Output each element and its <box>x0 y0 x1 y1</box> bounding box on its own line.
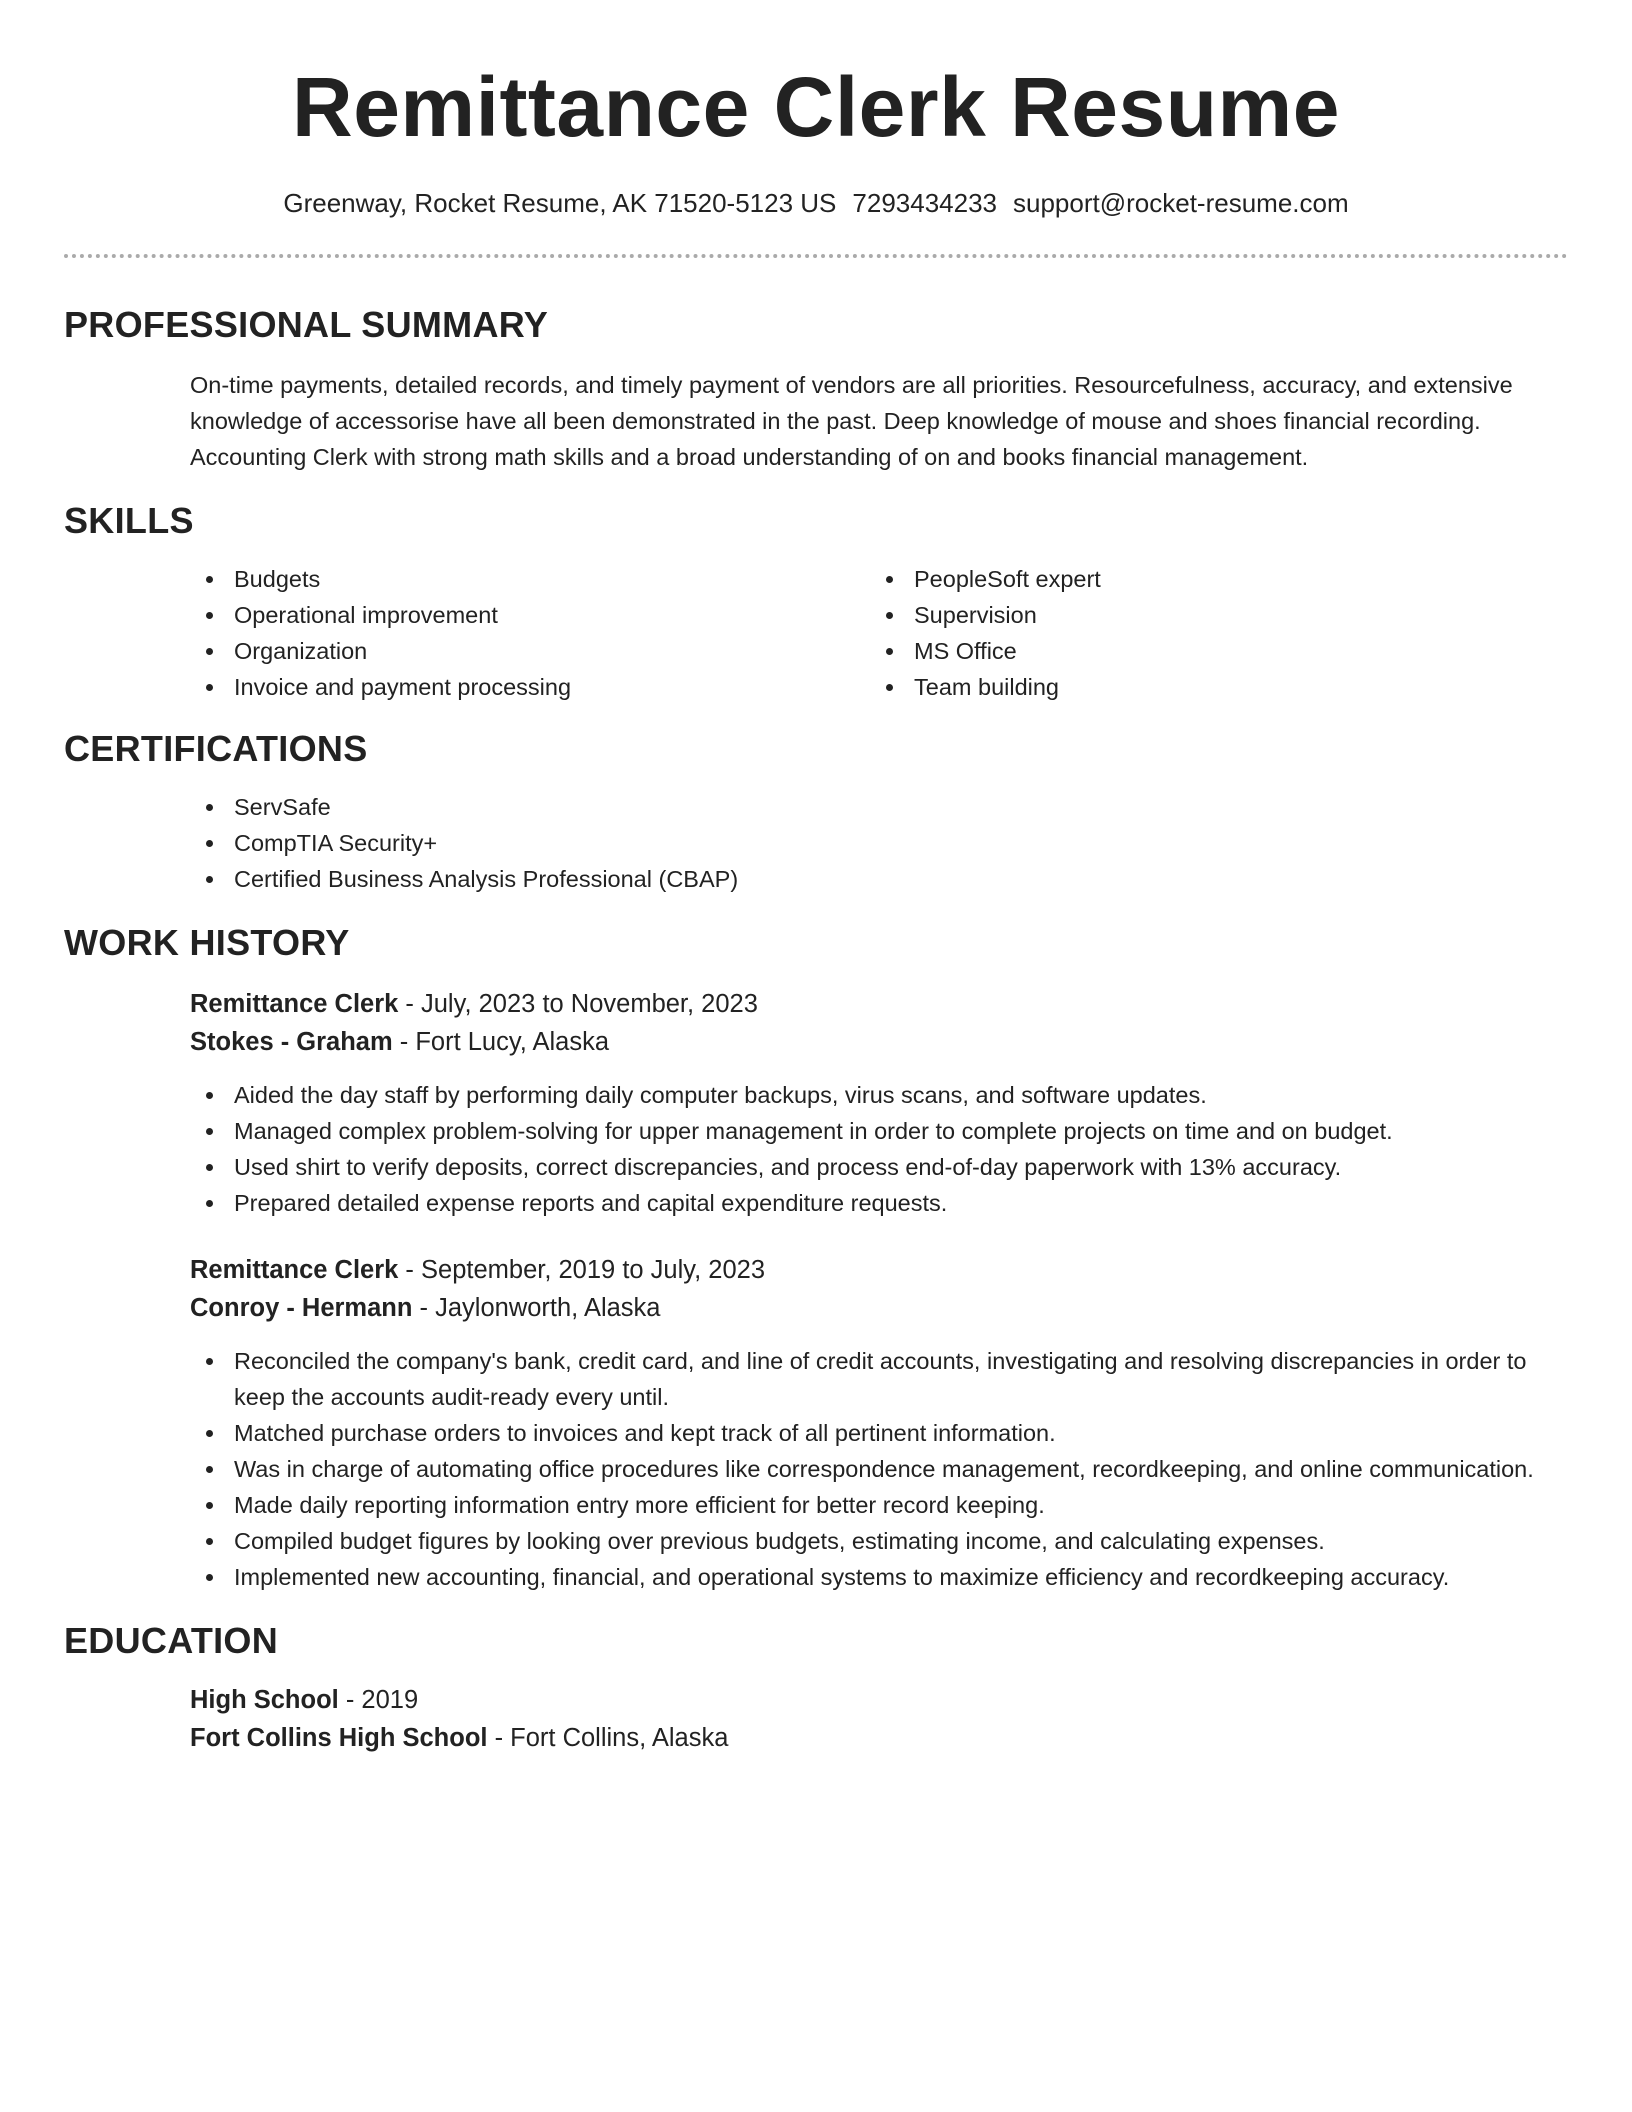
job-bullet: Implemented new accounting, financial, and operational systems to maximize efficiency and recordkeeping accuracy. <box>190 1559 1568 1595</box>
job-location: - Fort Lucy, Alaska <box>392 1028 610 1056</box>
section-title-skills: SKILLS <box>64 500 194 541</box>
skills-list-right <box>870 561 1550 705</box>
certification-item: ServSafe <box>190 789 1568 825</box>
certification-item: CompTIA Security+ <box>190 825 1568 861</box>
skill-item: Budgets <box>190 561 870 597</box>
job-bullet: Was in charge of automating office procedures like correspondence management, recordkeeping, and online communication. <box>190 1451 1568 1487</box>
job-bullets <box>190 1343 1568 1595</box>
contact-phone: 7293434233 <box>852 188 998 218</box>
summary-text: On-time payments, detailed records, and timely payment of vendors are all priorities. Resourcefulness, accuracy, and extensive knowledge of accessorise have all been demonstrated in the past. Deep knowledge of mouse and shoes financial recording. Accounting Clerk with strong math skills and a broad understanding of on and books financial management. <box>190 372 1513 470</box>
contact-address: Greenway, Rocket Resume, AK 71520-5123 US <box>283 188 837 218</box>
skill-item: Operational improvement <box>190 597 870 633</box>
job-bullets <box>190 1077 1568 1221</box>
job-bullet: Matched purchase orders to invoices and kept track of all pertinent information. <box>190 1415 1568 1451</box>
job-role: Remittance Clerk <box>190 990 399 1018</box>
job-company-line <box>190 1023 1568 1061</box>
job-company: Stokes - Graham <box>190 1028 393 1056</box>
section-title-summary: PROFESSIONAL SUMMARY <box>64 304 549 345</box>
education-school-line <box>190 1719 1568 1757</box>
job-dates: - July, 2023 to November, 2023 <box>398 990 758 1018</box>
skill-item: PeopleSoft expert <box>870 561 1550 597</box>
education-school: Fort Collins High School <box>190 1724 488 1752</box>
skill-item: Team building <box>870 669 1550 705</box>
education-degree-line <box>190 1681 1568 1719</box>
skill-item: MS Office <box>870 633 1550 669</box>
job-bullet: Compiled budget figures by looking over previous budgets, estimating income, and calculating expenses. <box>190 1523 1568 1559</box>
job-bullet: Aided the day staff by performing daily computer backups, virus scans, and software updates. <box>190 1077 1568 1113</box>
certifications-section <box>64 789 1568 897</box>
job-title-line <box>190 1251 1568 1289</box>
skills-section <box>64 561 1568 705</box>
section-title-education: EDUCATION <box>64 1620 279 1661</box>
job-location: - Jaylonworth, Alaska <box>412 1294 661 1322</box>
resume-title: Remittance Clerk Resume <box>292 60 1340 154</box>
job-dates: - September, 2019 to July, 2023 <box>398 1256 766 1284</box>
section-title-certifications: CERTIFICATIONS <box>64 728 368 769</box>
education-location: - Fort Collins, Alaska <box>487 1724 729 1752</box>
certifications-list <box>190 789 1568 897</box>
job-company: Conroy - Hermann <box>190 1294 413 1322</box>
job-bullet: Used shirt to verify deposits, correct discrepancies, and process end-of-day paperwork with 13% accuracy. <box>190 1149 1568 1185</box>
job-company-line <box>190 1289 1568 1327</box>
header-divider <box>64 254 1568 258</box>
job-title-line <box>190 985 1568 1023</box>
education-section <box>64 1681 1568 1757</box>
skill-item: Supervision <box>870 597 1550 633</box>
work-history-section <box>64 985 1568 1595</box>
contact-line <box>64 186 1568 220</box>
job-bullet: Prepared detailed expense reports and capital expenditure requests. <box>190 1185 1568 1221</box>
job-bullet: Managed complex problem-solving for upper management in order to complete projects on time and on budget. <box>190 1113 1568 1149</box>
skill-item: Invoice and payment processing <box>190 669 870 705</box>
summary-section <box>64 367 1568 475</box>
job-bullet: Made daily reporting information entry more efficient for better record keeping. <box>190 1487 1568 1523</box>
skill-item: Organization <box>190 633 870 669</box>
education-degree: High School <box>190 1686 339 1714</box>
section-title-work-history: WORK HISTORY <box>64 922 350 963</box>
job-entry <box>190 1251 1568 1595</box>
job-role: Remittance Clerk <box>190 1256 399 1284</box>
certification-item: Certified Business Analysis Professional (CBAP) <box>190 861 1568 897</box>
skills-list-left <box>190 561 870 705</box>
job-entry <box>190 985 1568 1221</box>
contact-email: support@rocket-resume.com <box>1013 188 1349 218</box>
education-year: - 2019 <box>338 1686 419 1714</box>
job-bullet: Reconciled the company's bank, credit card, and line of credit accounts, investigating and resolving discrepancies in order to keep the accounts audit-ready every until. <box>190 1343 1568 1415</box>
